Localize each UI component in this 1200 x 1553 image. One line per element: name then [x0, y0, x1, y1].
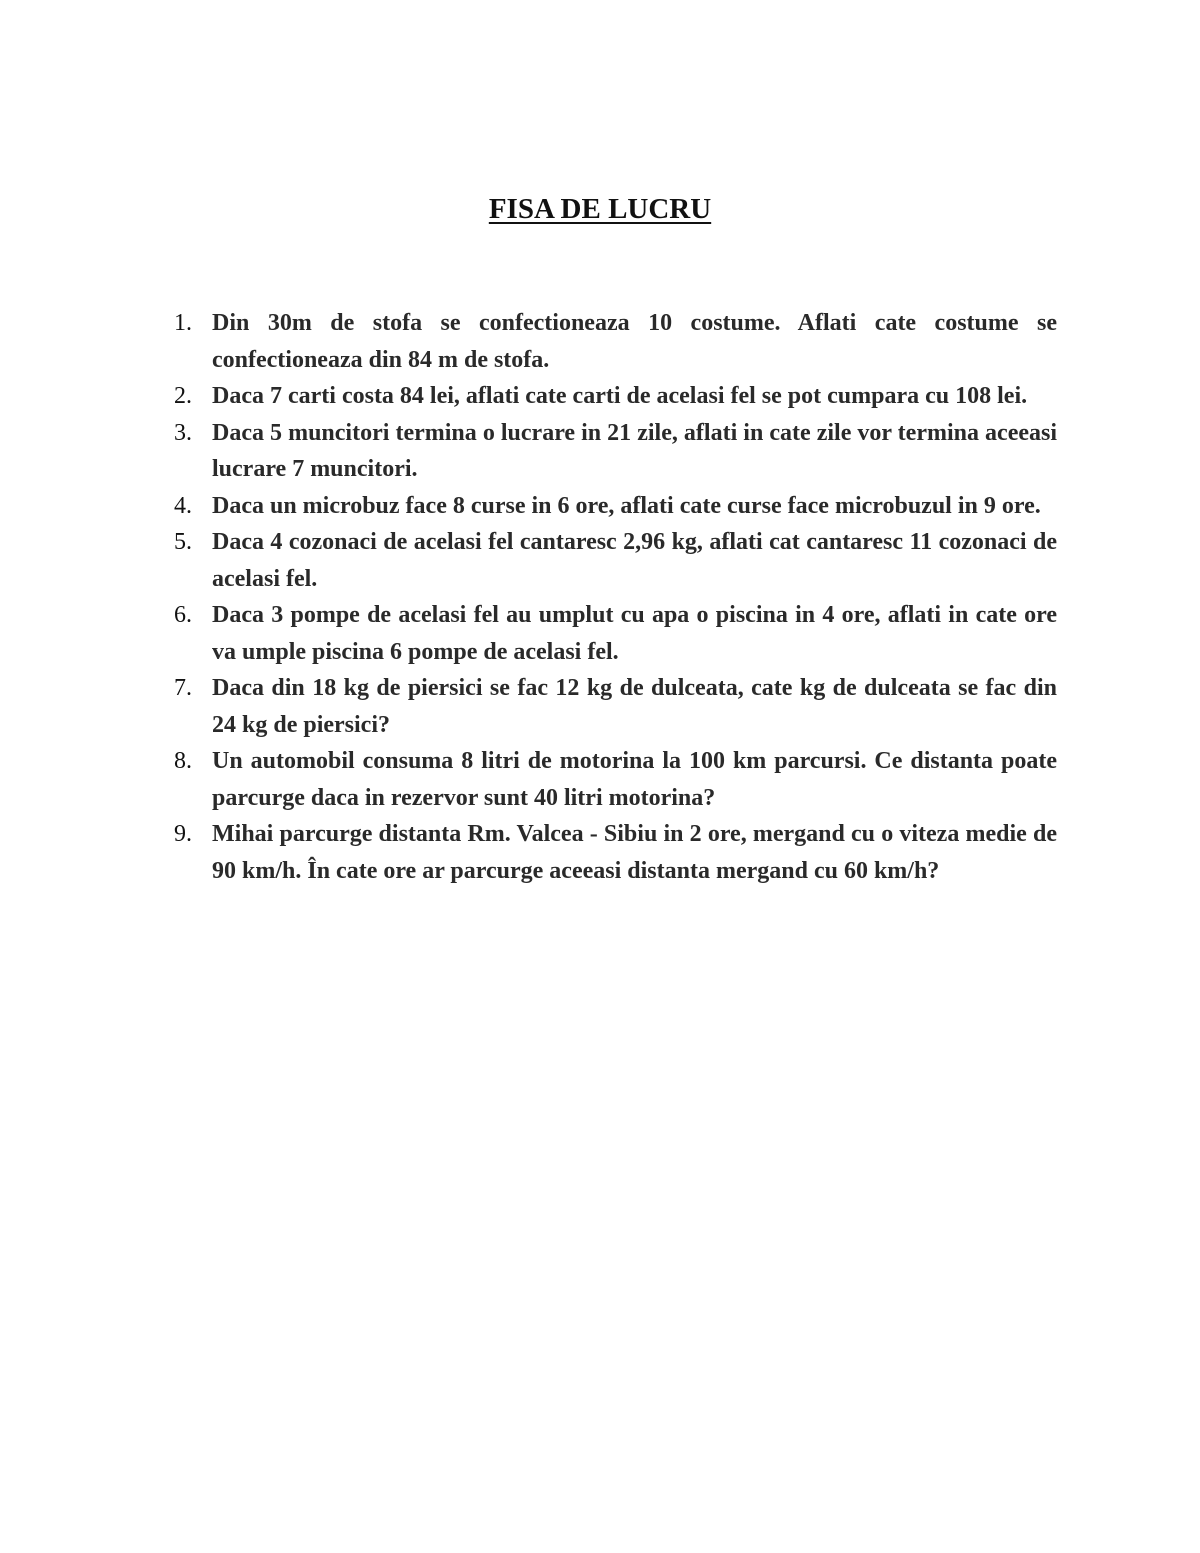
problem-text: Daca 3 pompe de acelasi fel au umplut cu apa o piscina in 4 ore, aflati in cate ore va umple piscina 6 pompe de acelasi fel.	[212, 602, 1057, 665]
problem-text: Daca 5 muncitori termina o lucrare in 21 zile, aflati in cate zile vor termina aceeasi lucrare 7 muncitori.	[212, 419, 1057, 482]
problem-list	[0, 305, 1200, 889]
problem-text: Daca 7 carti costa 84 lei, aflati cate carti de acelasi fel se pot cumpara cu 108 lei.	[212, 383, 1028, 409]
page-title: FISA DE LUCRU	[488, 193, 712, 225]
list-item	[0, 378, 1200, 415]
problem-text: Daca 4 cozonaci de acelasi fel cantaresc 2,96 kg, aflati cat cantaresc 11 cozonaci de acelasi fel.	[212, 529, 1057, 592]
list-item	[0, 743, 1200, 816]
list-item	[0, 415, 1200, 488]
list-item	[0, 670, 1200, 743]
problem-text: Un automobil consuma 8 litri de motorina la 100 km parcursi. Ce distanta poate parcurge daca in rezervor sunt 40 litri motorina?	[212, 748, 1057, 811]
problem-number: 9.	[174, 821, 192, 847]
problem-text: Daca un microbuz face 8 curse in 6 ore, aflati cate curse face microbuzul in 9 ore.	[212, 492, 1041, 519]
problem-number: 4.	[174, 492, 192, 519]
problem-number: 6.	[174, 602, 192, 628]
problem-number: 8.	[174, 748, 192, 774]
problem-number: 1.	[174, 310, 192, 336]
problem-number: 7.	[174, 675, 192, 701]
problem-text: Din 30m de stofa se confectioneaza 10 costume. Aflati cate costume se confectioneaza din 84 m de stofa.	[212, 310, 1057, 373]
list-item	[0, 597, 1200, 670]
list-item	[0, 524, 1200, 597]
problem-number: 5.	[174, 529, 192, 555]
list-item	[0, 305, 1200, 378]
problem-text: Daca din 18 kg de piersici se fac 12 kg de dulceata, cate kg de dulceata se fac din 24 kg de piersici?	[212, 675, 1057, 738]
list-item	[0, 816, 1200, 889]
problem-text: Mihai parcurge distanta Rm. Valcea - Sibiu in 2 ore, mergand cu o viteza medie de 90 km/h. În cate ore ar parcurge aceeasi distanta mergand cu 60 km/h?	[212, 821, 1057, 884]
problem-number: 2.	[174, 383, 192, 409]
list-item	[0, 488, 1200, 525]
problem-number: 3.	[174, 419, 192, 446]
